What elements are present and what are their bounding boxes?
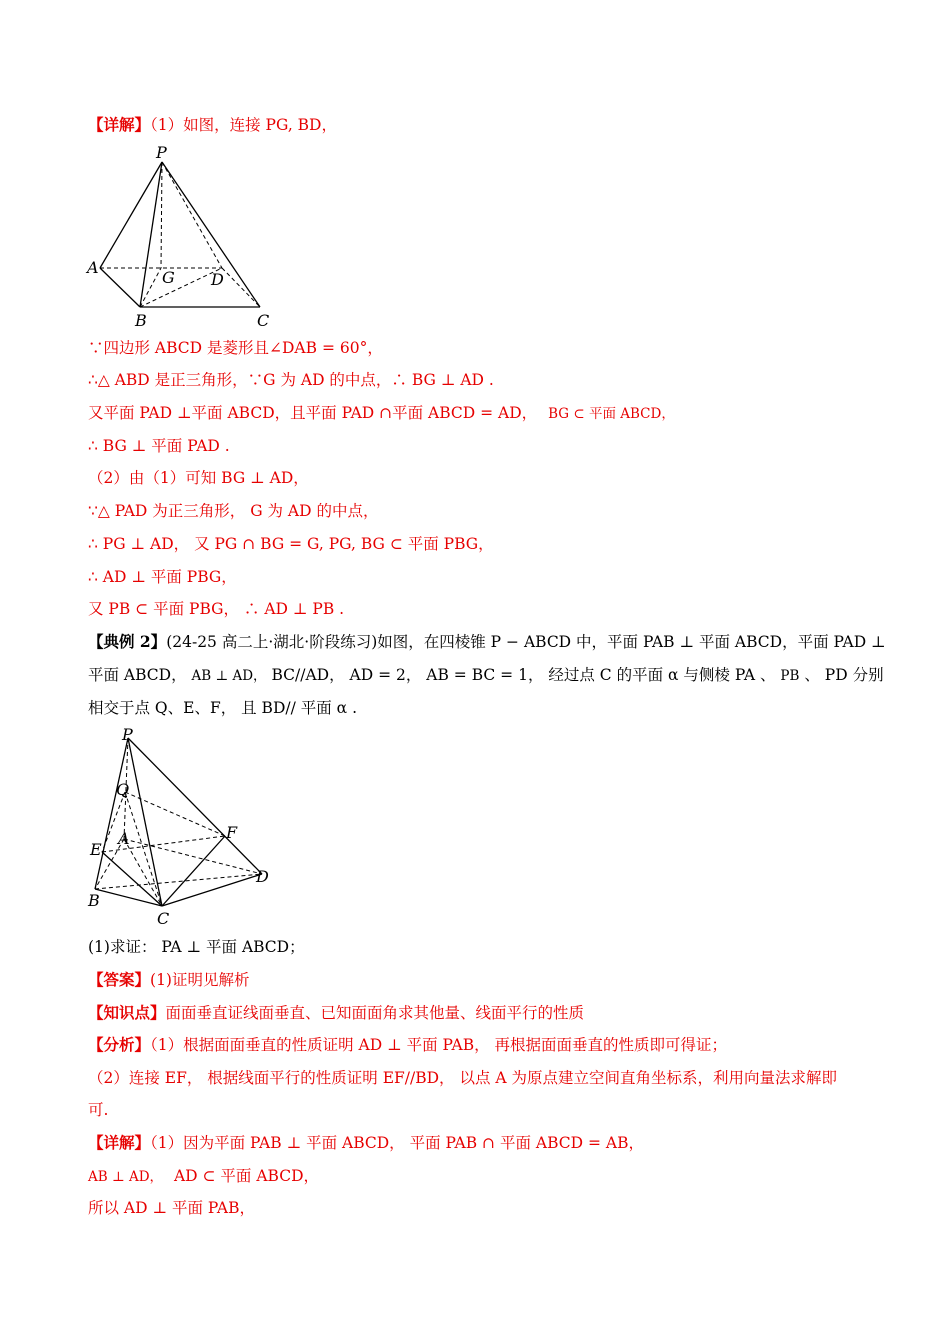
proof-line-7: ∴ PG ⊥ AD， 又 PG ∩ BG = G, PG, BG ⊂ 平面 PBG， [88,535,494,553]
detail-tag: 【详解】 [88,115,151,134]
proof-line-5: （2）由（1）可知 BG ⊥ AD， [88,469,309,487]
analysis-line-3: 可. [88,1101,109,1119]
detail-text: （1）如图，连接 PG, BD， [150,116,337,134]
label-P: P [156,143,167,162]
example2-text2d: PB [780,668,800,684]
knowledge-tag: 【知识点】 [88,1003,166,1022]
proof-line-2: ∴△ ABD 是正三角形，∵G 为 AD 的中点，∴ BG ⊥ AD . [88,371,494,389]
detail2-tag: 【详解】 [88,1133,151,1152]
label2-F: F [226,823,238,842]
proof-line-3a: 又平面 PAD ⊥平面 ABCD，且平面 PAD ∩平面 ABCD = AD， [88,404,538,422]
label2-D: D [256,867,269,886]
example2-text2c: BC//AD， AD = 2， AB = BC = 1， 经过点 C 的平面 α 与侧棱 PA 、 [271,666,776,684]
proof-line-3b: BG ⊂ 平面 ABCD， [548,406,675,422]
proof-line-4: ∴ BG ⊥ 平面 PAD . [88,437,230,455]
example2-source: (24-25 高二上·湖北·阶段练习) [166,633,378,651]
analysis-line-1 [88,1034,727,1056]
pyramid-figure-1 [80,140,280,330]
example2-line-2 [88,664,884,687]
pyramid-figure-2 [80,724,280,929]
example2-text2e: 、 PD 分别 [804,666,884,684]
detail2-line-3: 所以 AD ⊥ 平面 PAB， [88,1199,255,1217]
example2-line-1 [88,631,886,653]
label2-E: E [90,840,102,859]
detail2-line-1 [88,1132,644,1154]
label-G: G [162,268,175,287]
analysis-tag: 【分析】 [88,1035,151,1054]
knowledge-line [88,1002,584,1024]
analysis-text-1: （1）根据面面垂直的性质证明 AD ⊥ 平面 PAB， 再根据面面垂直的性质即可得证； [150,1036,728,1054]
label2-P: P [122,725,133,744]
example2-line-3: 相交于点 Q、E、F， 且 BD// 平面 α . [88,699,357,717]
label-B: B [135,311,147,330]
detail2-line-2 [88,1165,319,1188]
label-C: C [257,311,270,330]
knowledge-text: 面面垂直证线面垂直、已知面面角求其他量、线面平行的性质 [165,1004,585,1022]
label-A: A [87,258,99,277]
label2-Q: Q [116,780,130,799]
proof-line-8: ∴ AD ⊥ 平面 PBG， [88,568,237,586]
label2-A: A [118,829,130,848]
answer-text: (1)证明见解析 [150,971,250,989]
example2-tag: 【典例 2】 [88,632,167,651]
analysis-line-2: （2）连接 EF， 根据线面平行的性质证明 EF//BD， 以点 A 为原点建立空间直角坐标系，利用向量法求解即 [88,1069,838,1087]
detail2-text-1: （1）因为平面 PAB ⊥ 平面 ABCD， 平面 PAB ∩ 平面 ABCD = AB， [150,1134,644,1152]
label-D: D [211,270,224,289]
proof-line-3 [88,402,675,425]
proof-line-1: ∵四边形 ABCD 是菱形且∠DAB = 60°， [88,339,383,357]
example2-text2b: AB ⊥ AD， [191,668,267,684]
detail2-text-2b: AD ⊂ 平面 ABCD， [173,1167,320,1185]
question-1: (1)求证： PA ⊥ 平面 ABCD； [88,938,305,956]
example2-text2a: 平面 ABCD， [88,666,187,684]
answer-line [88,969,249,991]
proof-line-6: ∵△ PAD 为正三角形， G 为 AD 的中点， [88,502,379,520]
label2-B: B [88,891,100,910]
label2-C: C [157,909,170,928]
detail-heading [88,114,337,136]
proof-line-9: 又 PB ⊂ 平面 PBG， ∴ AD ⊥ PB . [88,600,345,618]
example2-text1: 如图，在四棱锥 P − ABCD 中，平面 PAB ⊥ 平面 ABCD，平面 PAD ⊥ [377,633,886,651]
detail2-text-2a: AB ⊥ AD， [88,1169,164,1185]
answer-tag: 【答案】 [88,970,151,989]
